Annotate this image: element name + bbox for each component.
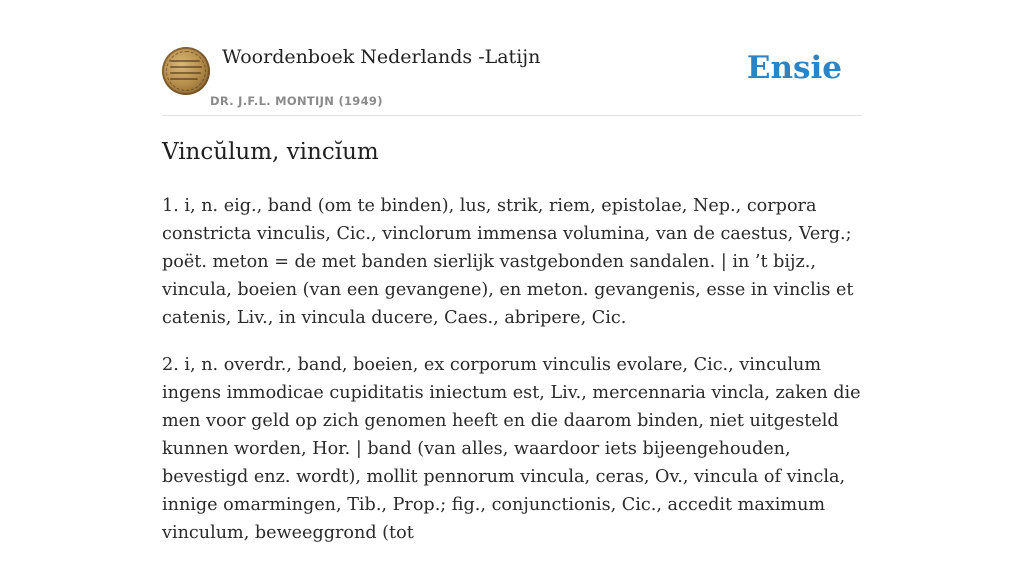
header-divider	[162, 115, 862, 116]
definition-paragraph: 2. i, n. overdr., band, boeien, ex corporum vinculis evolare, Cic., vinculum ingens immodicae cupiditatis iniectum est, Liv., mercennaria vincla, zaken die men voor geld op zich genomen heeft en die daarom binden, niet uitgesteld kunnen worden, Hor. | band (van alles, waardoor iets bijeengehouden, bevestigd enz. wordt), mollit pennorum vincula, ceras, Ov., vincula of vincla, innige omarmingen, Tib., Prop.; fig., conjunctionis, Cic., accedit maximum vinculum, beweeggrond (tot	[162, 355, 861, 543]
coin-inscription-line	[170, 78, 198, 80]
bronze-coin-icon[interactable]	[162, 47, 210, 95]
definition-paragraph: 1. i, n. eig., band (om te binden), lus, strik, riem, epistolae, Nep., corpora constricta vinculis, Cic., vinclorum immensa volumina, van de caestus, Verg.; poët. meton = de met banden sierlijk vastgebonden sandalen. | in ’t bijz., vincula, boeien (van een gevangene), en meton. gevangenis, esse in vinclis et catenis, Liv., in vincula ducere, Caes., abripere, Cic.	[162, 196, 854, 328]
entry-headword: Vincŭlum, vincĭum	[162, 139, 379, 165]
ensie-logo-link[interactable]: Ensie	[746, 50, 842, 86]
book-author: DR. J.F.L. MONTIJN (1949)	[210, 94, 383, 108]
book-title[interactable]: Woordenboek Nederlands -Latijn	[222, 46, 541, 68]
coin-inscription-line	[170, 66, 202, 68]
coin-inscription-line	[170, 60, 200, 62]
entry-body	[162, 192, 865, 566]
coin-inscription-line	[170, 72, 201, 74]
coin-rim	[166, 51, 206, 91]
book-header	[162, 46, 862, 116]
